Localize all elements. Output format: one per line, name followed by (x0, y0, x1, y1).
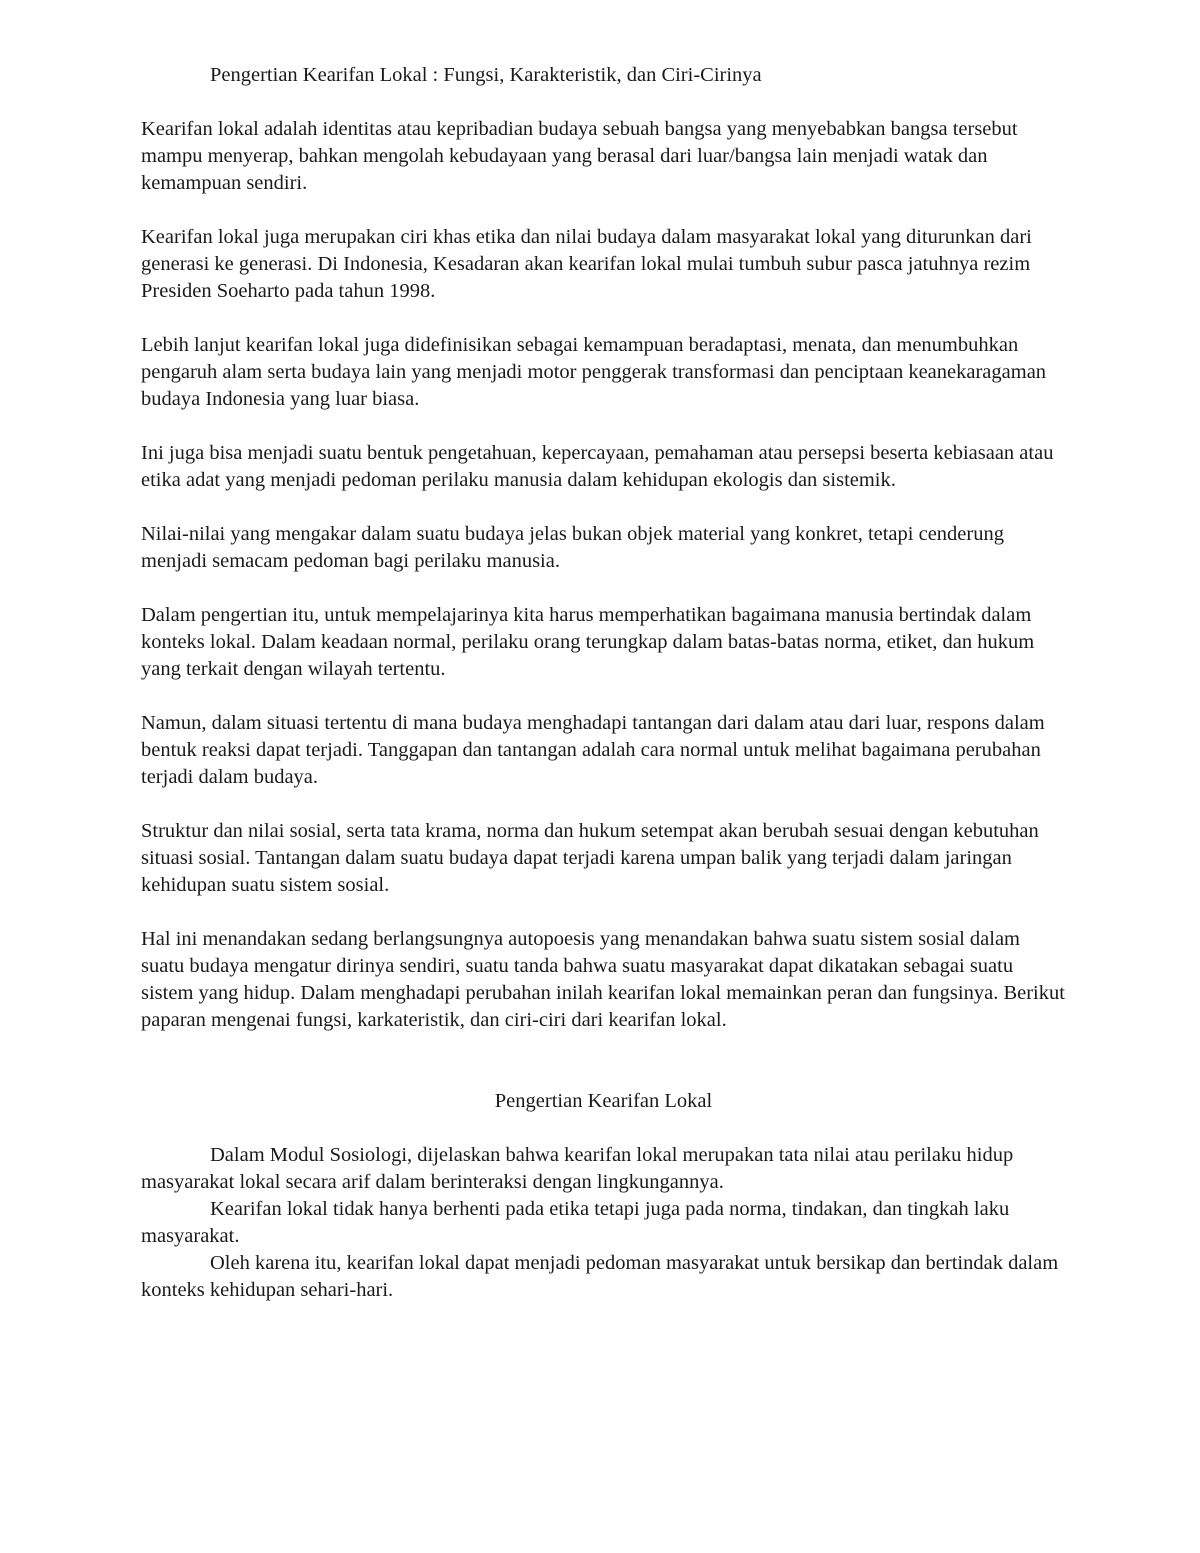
section-paragraph: Oleh karena itu, kearifan lokal dapat menjadi pedoman masyarakat untuk bersikap dan bertindak dalam konteks kehidupan sehari-hari. (141, 1252, 1059, 1301)
paragraph: Hal ini menandakan sedang berlangsungnya autopoesis yang menandakan bahwa suatu sistem sosial dalam suatu budaya mengatur dirinya sendiri, suatu tanda bahwa suatu masyarakat dapat dikatakan sebagai suatu sistem yang hidup. Dalam menghadapi perubahan inilah kearifan lokal memainkan peran dan fungsinya. Berikut paparan mengenai fungsi, karkateristik, dan ciri-ciri dari kearifan lokal. (141, 928, 1065, 1031)
paragraph: Kearifan lokal juga merupakan ciri khas etika dan nilai budaya dalam masyarakat lokal yang diturunkan dari generasi ke generasi. Di Indonesia, Kesadaran akan kearifan lokal mulai tumbuh subur pasca jatuhnya rezim Presiden Soeharto pada tahun 1998. (141, 226, 1032, 302)
paragraph: Dalam pengertian itu, untuk mempelajarinya kita harus memperhatikan bagaimana manusia bertindak dalam konteks lokal. Dalam keadaan normal, perilaku orang terungkap dalam batas-batas norma, etiket, dan hukum yang terkait dengan wilayah tertentu. (141, 604, 1035, 680)
paragraph: Ini juga bisa menjadi suatu bentuk pengetahuan, kepercayaan, pemahaman atau persepsi beserta kebiasaan atau etika adat yang menjadi pedoman perilaku manusia dalam kehidupan ekologis dan sistemik. (141, 442, 1054, 491)
blank-line (141, 1061, 1066, 1088)
paragraph: Lebih lanjut kearifan lokal juga didefinisikan sebagai kemampuan beradaptasi, menata, dan menumbuhkan pengaruh alam serta budaya lain yang menjadi motor penggerak transformasi dan penciptaan keanekaragaman budaya Indonesia yang luar biasa. (141, 334, 1047, 410)
paragraph: Kearifan lokal adalah identitas atau kepribadian budaya sebuah bangsa yang menyebabkan bangsa tersebut mampu menyerap, bahkan mengolah kebudayaan yang berasal dari luar/bangsa lain menjadi watak dan kemampuan sendiri. (141, 118, 1018, 194)
document-body (141, 62, 1066, 1304)
document-title: Pengertian Kearifan Lokal : Fungsi, Karakteristik, dan Ciri-Cirinya (210, 64, 762, 86)
paragraph: Struktur dan nilai sosial, serta tata krama, norma dan hukum setempat akan berubah sesuai dengan kebutuhan situasi sosial. Tantangan dalam suatu budaya dapat terjadi karena umpan balik yang terjadi dalam jaringan kehidupan suatu sistem sosial. (141, 820, 1039, 896)
paragraph: Nilai-nilai yang mengakar dalam suatu budaya jelas bukan objek material yang konkret, tetapi cenderung menjadi semacam pedoman bagi perilaku manusia. (141, 523, 1004, 572)
section-heading: Pengertian Kearifan Lokal (494, 1090, 713, 1112)
section-paragraph: Kearifan lokal tidak hanya berhenti pada etika tetapi juga pada norma, tindakan, dan tingkah laku masyarakat. (141, 1198, 1010, 1247)
paragraph: Namun, dalam situasi tertentu di mana budaya menghadapi tantangan dari dalam atau dari luar, respons dalam bentuk reaksi dapat terjadi. Tanggapan dan tantangan adalah cara normal untuk melihat bagaimana perubahan terjadi dalam budaya. (141, 712, 1045, 788)
section-paragraph: Dalam Modul Sosiologi, dijelaskan bahwa kearifan lokal merupakan tata nilai atau perilaku hidup masyarakat lokal secara arif dalam berinteraksi dengan lingkungannya. (141, 1144, 1014, 1193)
